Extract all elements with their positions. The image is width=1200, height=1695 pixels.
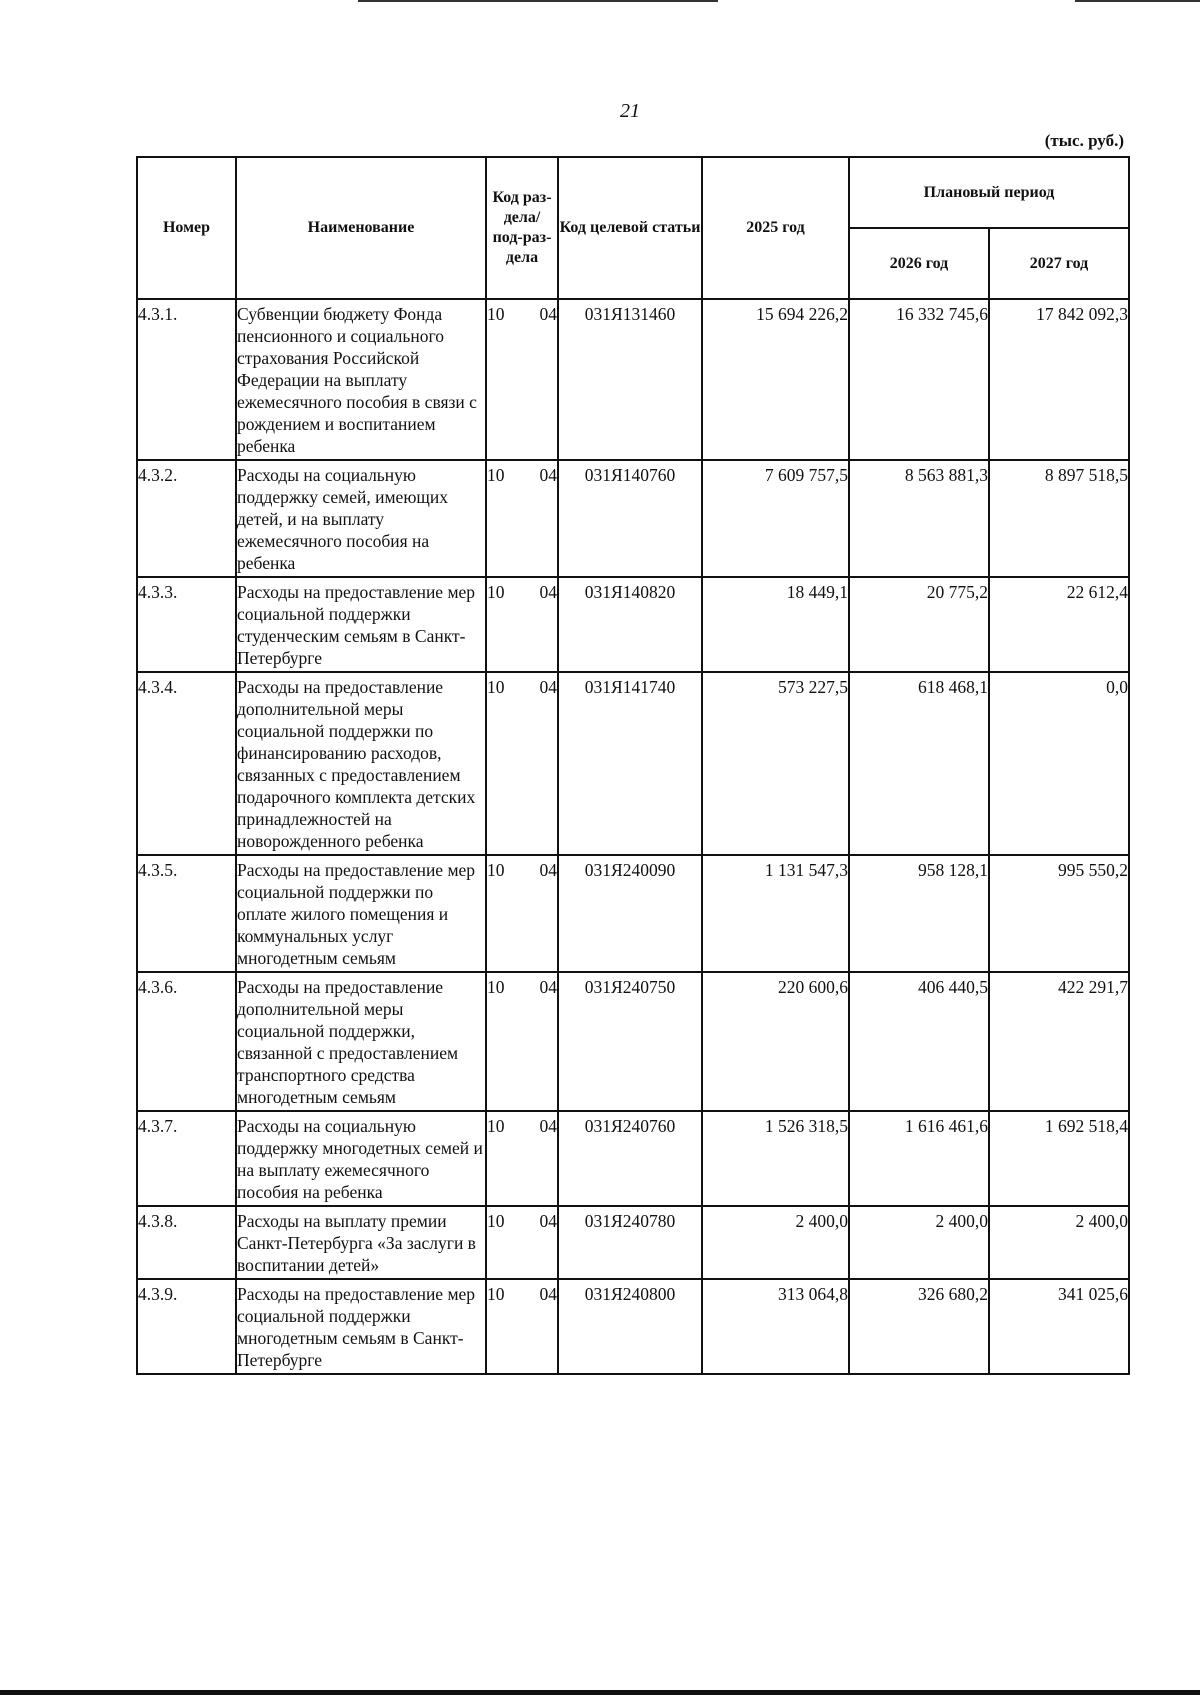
row-target-code: 031Я140820 [558, 577, 702, 672]
row-section-code [486, 299, 558, 460]
subsection-code: 04 [539, 860, 557, 880]
subsection-code: 04 [539, 465, 557, 485]
table-row [137, 1111, 1129, 1206]
top-edge-line [358, 0, 718, 2]
budget-table [136, 156, 1130, 1375]
row-name: Расходы на предоставление мер социальной поддержки студенческим семьям в Санкт-Петербурге [236, 577, 486, 672]
table-row [137, 577, 1129, 672]
table-row [137, 460, 1129, 577]
section-code: 10 [487, 1284, 505, 1304]
row-value-2025: 2 400,0 [702, 1206, 849, 1279]
units-label: (тыс. руб.) [1044, 131, 1124, 150]
row-target-code: 031Я240800 [558, 1279, 702, 1374]
row-value-2026: 2 400,0 [849, 1206, 989, 1279]
header-planned-period: Плановый период [849, 157, 1129, 228]
row-value-2026: 958 128,1 [849, 855, 989, 972]
row-value-2027: 1 692 518,4 [989, 1111, 1129, 1206]
section-code: 10 [487, 677, 505, 697]
row-name: Расходы на выплату премии Санкт-Петербурга «За заслуги в воспитании детей» [236, 1206, 486, 1279]
row-number: 4.3.3. [137, 577, 236, 672]
section-code: 10 [487, 304, 505, 324]
header-year-2027: 2027 год [989, 228, 1129, 299]
row-value-2027: 422 291,7 [989, 972, 1129, 1111]
table-row [137, 1279, 1129, 1374]
table-row [137, 855, 1129, 972]
scan-bottom-edge [0, 1690, 1200, 1695]
row-number: 4.3.9. [137, 1279, 236, 1374]
row-target-code: 031Я240090 [558, 855, 702, 972]
row-section-code [486, 1111, 558, 1206]
row-value-2025: 15 694 226,2 [702, 299, 849, 460]
row-value-2025: 1 526 318,5 [702, 1111, 849, 1206]
row-value-2027: 2 400,0 [989, 1206, 1129, 1279]
row-target-code: 031Я240750 [558, 972, 702, 1111]
section-code-pair [487, 581, 557, 603]
row-target-code: 031Я240760 [558, 1111, 702, 1206]
row-value-2027: 8 897 518,5 [989, 460, 1129, 577]
header-number: Номер [137, 157, 236, 299]
row-section-code [486, 460, 558, 577]
row-target-code: 031Я240780 [558, 1206, 702, 1279]
row-value-2026: 16 332 745,6 [849, 299, 989, 460]
row-value-2025: 18 449,1 [702, 577, 849, 672]
row-value-2026: 20 775,2 [849, 577, 989, 672]
row-value-2025: 313 064,8 [702, 1279, 849, 1374]
header-section-code: Код раз-дела/ под-раз-дела [486, 157, 558, 299]
row-section-code [486, 972, 558, 1111]
row-number: 4.3.1. [137, 299, 236, 460]
row-number: 4.3.5. [137, 855, 236, 972]
section-code-pair [487, 1283, 557, 1305]
section-code-pair [487, 303, 557, 325]
row-name: Расходы на предоставление дополнительной меры социальной поддержки по финансированию расходов, связанных с предоставлением подарочного комплекта детских принадлежностей на новорожденного ребенка [236, 672, 486, 855]
row-target-code: 031Я131460 [558, 299, 702, 460]
table-row [137, 1206, 1129, 1279]
row-name: Расходы на предоставление дополнительной меры социальной поддержки, связанной с предоставлением транспортного средства многодетным семьям [236, 972, 486, 1111]
row-value-2025: 7 609 757,5 [702, 460, 849, 577]
subsection-code: 04 [539, 1116, 557, 1136]
table-row [137, 672, 1129, 855]
row-value-2026: 326 680,2 [849, 1279, 989, 1374]
section-code-pair [487, 1210, 557, 1232]
row-target-code: 031Я140760 [558, 460, 702, 577]
section-code: 10 [487, 1116, 505, 1136]
row-target-code: 031Я141740 [558, 672, 702, 855]
subsection-code: 04 [539, 1211, 557, 1231]
header-year-2025: 2025 год [702, 157, 849, 299]
row-value-2026: 618 468,1 [849, 672, 989, 855]
section-code-pair [487, 976, 557, 998]
row-name: Субвенции бюджету Фонда пенсионного и социального страхования Российской Федерации на выплату ежемесячного пособия в связи с рождением и воспитанием ребенка [236, 299, 486, 460]
row-section-code [486, 855, 558, 972]
section-code: 10 [487, 582, 505, 602]
row-section-code [486, 1279, 558, 1374]
section-code: 10 [487, 860, 505, 880]
row-value-2027: 22 612,4 [989, 577, 1129, 672]
row-value-2027: 17 842 092,3 [989, 299, 1129, 460]
section-code-pair [487, 676, 557, 698]
row-value-2027: 995 550,2 [989, 855, 1129, 972]
section-code: 10 [487, 977, 505, 997]
header-name: Наименование [236, 157, 486, 299]
row-section-code [486, 672, 558, 855]
row-value-2025: 1 131 547,3 [702, 855, 849, 972]
row-value-2026: 406 440,5 [849, 972, 989, 1111]
header-year-2026: 2026 год [849, 228, 989, 299]
subsection-code: 04 [539, 677, 557, 697]
section-code: 10 [487, 465, 505, 485]
row-value-2026: 1 616 461,6 [849, 1111, 989, 1206]
section-code-pair [487, 1115, 557, 1137]
subsection-code: 04 [539, 977, 557, 997]
row-name: Расходы на предоставление мер социальной поддержки по оплате жилого помещения и коммунальных услуг многодетным семьям [236, 855, 486, 972]
row-value-2027: 0,0 [989, 672, 1129, 855]
row-name: Расходы на социальную поддержку многодетных семей и на выплату ежемесячного пособия на ребенка [236, 1111, 486, 1206]
row-section-code [486, 1206, 558, 1279]
row-number: 4.3.7. [137, 1111, 236, 1206]
row-section-code [486, 577, 558, 672]
row-number: 4.3.4. [137, 672, 236, 855]
row-name: Расходы на предоставление мер социальной поддержки многодетным семьям в Санкт-Петербурге [236, 1279, 486, 1374]
subsection-code: 04 [539, 304, 557, 324]
subsection-code: 04 [539, 582, 557, 602]
table-row [137, 972, 1129, 1111]
section-code-pair [487, 859, 557, 881]
row-number: 4.3.2. [137, 460, 236, 577]
section-code-pair [487, 464, 557, 486]
row-value-2025: 220 600,6 [702, 972, 849, 1111]
subsection-code: 04 [539, 1284, 557, 1304]
table-row [137, 299, 1129, 460]
page-number: 21 [620, 100, 640, 122]
section-code: 10 [487, 1211, 505, 1231]
table-header [137, 157, 1129, 299]
row-value-2025: 573 227,5 [702, 672, 849, 855]
top-edge-line-right [1075, 0, 1200, 2]
row-number: 4.3.8. [137, 1206, 236, 1279]
row-value-2027: 341 025,6 [989, 1279, 1129, 1374]
row-number: 4.3.6. [137, 972, 236, 1111]
table-body [137, 299, 1129, 1374]
header-target-code: Код целевой статьи [558, 157, 702, 299]
row-value-2026: 8 563 881,3 [849, 460, 989, 577]
row-name: Расходы на социальную поддержку семей, имеющих детей, и на выплату ежемесячного пособия на ребенка [236, 460, 486, 577]
